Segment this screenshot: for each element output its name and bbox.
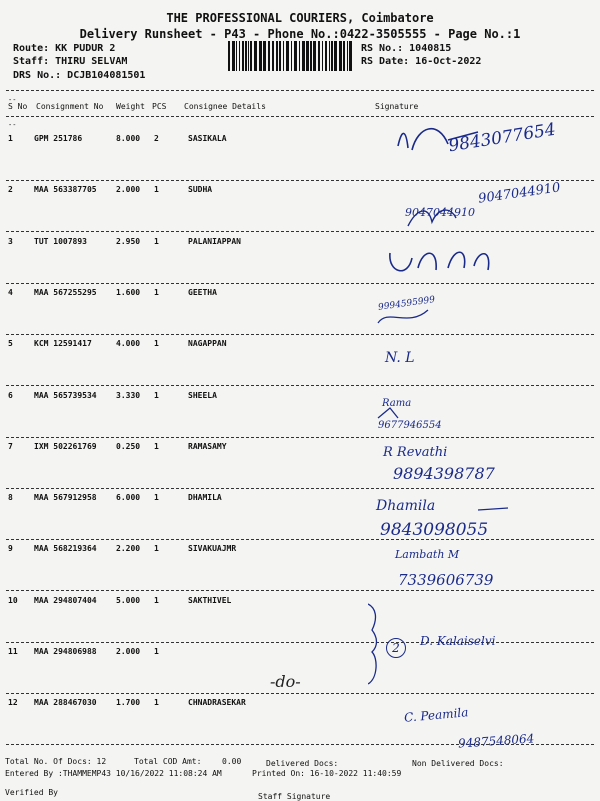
row-consignee: SHEELA — [188, 391, 217, 400]
document-subtitle: Delivery Runsheet - P43 - Phone No.:0422-3505555 - Page No.:1 — [79, 27, 521, 41]
col-signature: Signature — [375, 102, 419, 111]
row-sno: 2 — [8, 185, 13, 194]
row-pcs: 1 — [154, 339, 159, 348]
dash-mark: -- — [8, 121, 17, 129]
row-consignee: PALANIAPPAN — [188, 237, 241, 246]
circled-count: 2 — [386, 638, 406, 658]
row-pcs: 1 — [154, 288, 159, 297]
row-weight: 5.000 — [116, 596, 141, 605]
row-consignment: MAA 565739534 — [34, 391, 97, 400]
total-docs: Total No. Of Docs: 12 — [5, 757, 107, 766]
non-delivered-docs: Non Delivered Docs: — [412, 759, 504, 768]
rs-number: RS No.: 1040815 — [361, 43, 452, 54]
row-consignee: GEETHA — [188, 288, 217, 297]
staff-label: Staff: THIRU SELVAM — [13, 56, 128, 67]
row-weight: 1.700 — [116, 698, 141, 707]
handwritten-phone-6: 9677946554 — [378, 420, 442, 431]
ditto-mark: -do- — [270, 672, 301, 691]
row-weight: 8.000 — [116, 134, 141, 143]
cod-value: 0.00 — [222, 757, 242, 766]
row-weight: 2.200 — [116, 544, 141, 553]
col-weight: Weight — [116, 102, 145, 111]
row-sno: 9 — [8, 544, 13, 553]
row-sno: 7 — [8, 442, 13, 451]
row-pcs: 1 — [154, 596, 159, 605]
handwritten-phone-1: 9843077654 — [447, 119, 558, 157]
verified-by: Verified By — [5, 788, 58, 797]
dash-mark: -- — [8, 96, 17, 104]
col-consignment: Consignment No — [36, 102, 104, 111]
row-weight: 1.600 — [116, 288, 141, 297]
row-consignee: SASIKALA — [188, 134, 227, 143]
signature-nagappan: N. L — [385, 350, 415, 366]
printed-on: Printed On: 16-10-2022 11:40:59 — [252, 769, 402, 778]
row-consignee: SUDHA — [188, 185, 213, 194]
col-sno: S No — [8, 102, 28, 111]
row-consignee: DHAMILA — [188, 493, 222, 502]
signature-sudha: 9047044910 — [405, 206, 475, 219]
signature-chandrasekar: C. Peamila — [403, 705, 469, 725]
row-pcs: 1 — [154, 493, 159, 502]
row-pcs: 1 — [154, 544, 159, 553]
row-consignee: SIVAKUAJMR — [188, 544, 237, 553]
row-sno: 8 — [8, 493, 13, 502]
row-pcs: 1 — [154, 698, 159, 707]
row-weight: 6.000 — [116, 493, 141, 502]
row-pcs: 1 — [154, 237, 159, 246]
row-sno: 10 — [8, 596, 18, 605]
document-title: THE PROFESSIONAL COURIERS, Coimbatore — [166, 11, 434, 25]
row-consignment: MAA 294807404 — [34, 596, 97, 605]
row-pcs: 2 — [154, 134, 159, 143]
row-consignment: IXM 502261769 — [34, 442, 97, 451]
signature-ramasamy: R Revathi — [383, 445, 448, 460]
handwritten-phone-4: 9994595999 — [377, 295, 436, 313]
row-consignment: MAA 567255295 — [34, 288, 97, 297]
col-consignee: Consignee Details — [184, 102, 266, 111]
row-consignment: TUT 1007893 — [34, 237, 87, 246]
col-pcs: PCS — [152, 102, 167, 111]
row-consignment: MAA 563387705 — [34, 185, 97, 194]
row-consignment: MAA 288467030 — [34, 698, 97, 707]
row-consignment: MAA 567912958 — [34, 493, 97, 502]
signature-dhamila: Dhamila — [376, 498, 436, 514]
handwritten-phone-7: 9894398787 — [393, 464, 495, 483]
row-sno: 11 — [8, 647, 18, 656]
signature-sivakumar: Lambath M — [395, 548, 460, 561]
row-consignment: KCM 12591417 — [34, 339, 92, 348]
barcode — [228, 41, 352, 71]
cod-label: Total COD Amt: — [134, 757, 202, 766]
row-pcs: 1 — [154, 391, 159, 400]
handwritten-phone-8: 9843098055 — [380, 520, 489, 540]
row-sno: 5 — [8, 339, 13, 348]
drs-number: DRS No.: DCJB104081501 — [13, 70, 146, 81]
row-sno: 6 — [8, 391, 13, 400]
row-sno: 3 — [8, 237, 13, 246]
row-weight: 2.000 — [116, 647, 141, 656]
row-weight: 2.950 — [116, 237, 141, 246]
route-label: Route: KK PUDUR 2 — [13, 43, 116, 54]
row-weight: 2.000 — [116, 185, 141, 194]
row-consignee: RAMASAMY — [188, 442, 227, 451]
row-sno: 12 — [8, 698, 18, 707]
handwritten-phone-2: 9047044910 — [477, 180, 562, 207]
handwritten-phone-12: 9487548064 — [457, 731, 535, 751]
rs-date: RS Date: 16-Oct-2022 — [361, 56, 482, 67]
row-consignment: GPM 251786 — [34, 134, 83, 143]
row-consignee: NAGAPPAN — [188, 339, 227, 348]
row-weight: 4.000 — [116, 339, 141, 348]
row-pcs: 1 — [154, 647, 159, 656]
row-sno: 4 — [8, 288, 13, 297]
handwritten-phone-9: 7339606739 — [398, 571, 494, 589]
row-consignment: MAA 568219364 — [34, 544, 97, 553]
row-pcs: 1 — [154, 185, 159, 194]
row-consignee: SAKTHIVEL — [188, 596, 232, 605]
entered-by: Entered By :THAMMEMP43 10/16/2022 11:08:24 AM — [5, 769, 222, 778]
signature-sakthivel: D. Kalaiselvi — [420, 634, 496, 648]
delivered-docs: Delivered Docs: — [266, 759, 339, 768]
signature-sheela: Rama — [382, 398, 412, 409]
row-pcs: 1 — [154, 442, 159, 451]
row-sno: 1 — [8, 134, 13, 143]
row-weight: 3.330 — [116, 391, 141, 400]
row-consignment: MAA 294806988 — [34, 647, 97, 656]
row-weight: 0.250 — [116, 442, 141, 451]
staff-signature: Staff Signature — [258, 792, 331, 801]
row-consignee: CHNADRASEKAR — [188, 698, 246, 707]
